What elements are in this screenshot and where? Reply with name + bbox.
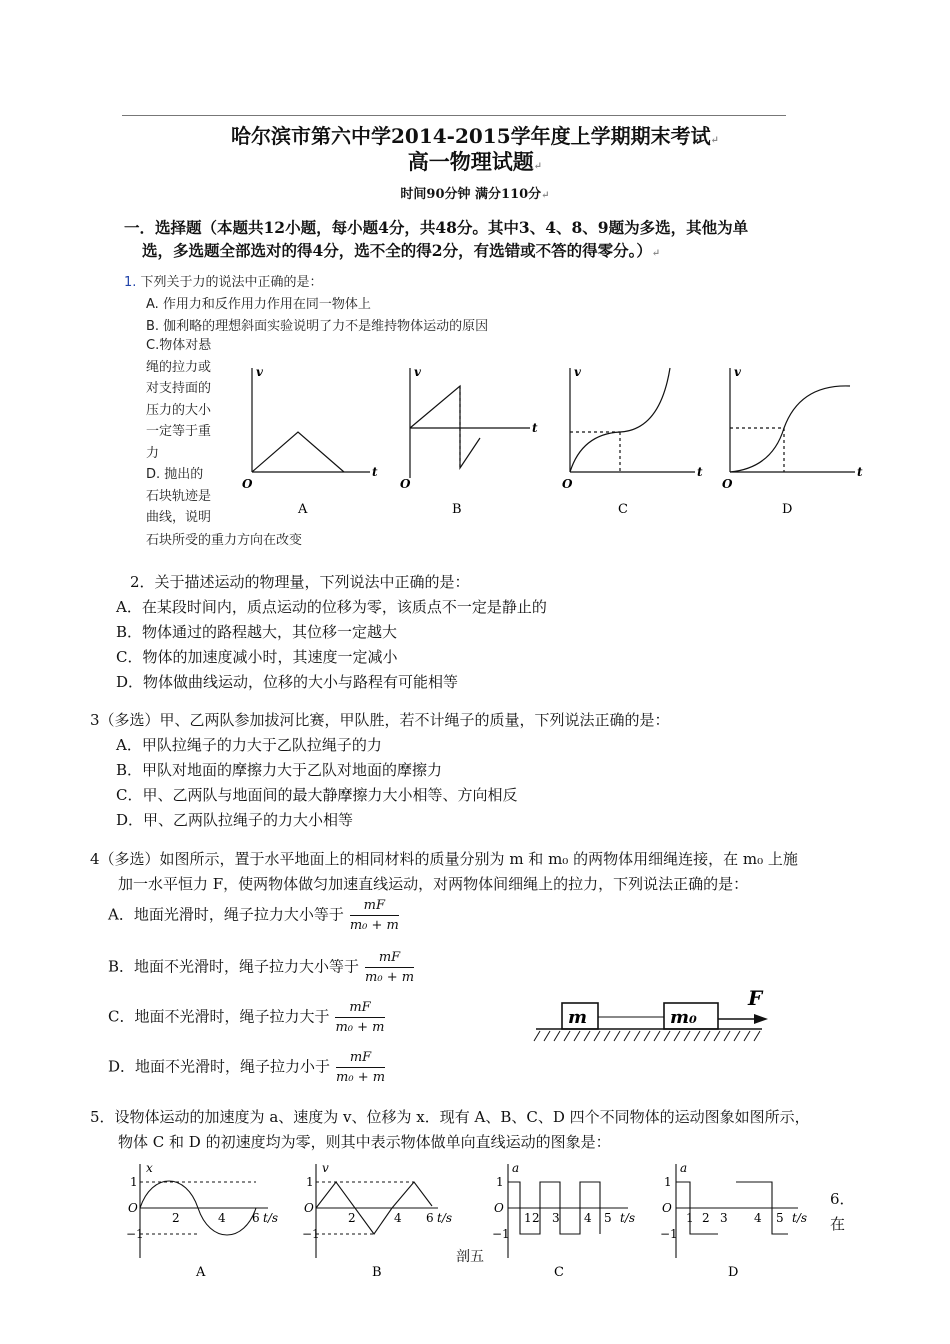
q1-option-b: B. 伽利略的理想斜面实验说明了力不是维持物体运动的原因 (146, 319, 489, 334)
footer-stamp: 剖五 (456, 1249, 484, 1265)
q2-option-d: D．物体做曲线运动，位移的大小与路程有可能相等 (116, 673, 459, 691)
q5-t1-c: 1 (524, 1211, 532, 1225)
q1-axis-t-c: t (697, 465, 703, 479)
q4-option-c: C．地面不光滑时，绳子拉力大于 $\frac{mF}{\text{m₀ + m}}$ (108, 1000, 385, 1035)
block-m0-label: m₀ (670, 1007, 697, 1028)
q1-axis-v-d: v (734, 365, 741, 379)
q5-t2-a: 2 (172, 1211, 180, 1225)
q1-stem: 1. 下列关于力的说法中正确的是： (124, 275, 323, 290)
q2-option-a: A．在某段时间内，质点运动的位移为零，该质点不一定是静止的 (116, 598, 547, 616)
q5-t4-c: 4 (584, 1211, 592, 1225)
fraction: $\frac{mF}{\text{m₀ + m}}$ (349, 898, 399, 933)
q5-graph-label-a: A (196, 1265, 206, 1280)
q5-t2-c: 2 (532, 1211, 540, 1225)
q5-tick-m1-b: −1 (302, 1227, 320, 1241)
q4-option-a: A．地面光滑时，绳子拉力大小等于 $\frac{mF}{\text{m₀ + m}}$ (108, 898, 399, 933)
q5-tlabel-d: t/s (792, 1211, 808, 1225)
q1-axis-v-b: v (414, 365, 421, 379)
q4-option-d: D．地面不光滑时，绳子拉力小于 $\frac{mF}{\text{m₀ + m}}$ (108, 1050, 386, 1085)
q3-option-d: D．甲、乙两队拉绳子的力大小相等 (116, 811, 354, 829)
fraction: $\frac{mF}{\text{m₀ + m}}$ (335, 1000, 385, 1035)
q4-figure (530, 985, 780, 1051)
q5-t1-d: 1 (686, 1211, 694, 1225)
q1-axis-t-a: t (372, 465, 378, 479)
q2-option-b: B．物体通过的路程越大，其位移一定越大 (116, 623, 398, 641)
q2-stem: 2．关于描述运动的物理量，下列说法中正确的是： (130, 573, 470, 591)
q5-tick-1-d: 1 (664, 1175, 672, 1189)
exam-subtitle: 高一物理试题↵ (407, 149, 543, 174)
q3-option-a: A．甲队拉绳子的力大于乙队拉绳子的力 (116, 736, 382, 754)
q5-stem-line-2: 物体 C 和 D 的初速度均为零，则其中表示物体做单向直线运动的图象是： (118, 1133, 611, 1151)
q2-option-c: C．物体的加速度减小时，其速度一定减小 (116, 648, 398, 666)
q5-origin-d: O (662, 1201, 672, 1215)
q5-origin-c: O (494, 1201, 504, 1215)
q5-tlabel-c: t/s (620, 1211, 636, 1225)
exam-title: 哈尔滨市第六中学2014-2015学年度上学期期末考试↵ (230, 124, 720, 148)
q5-t4-a: 4 (218, 1211, 226, 1225)
q5-t3-d: 3 (720, 1211, 728, 1225)
q5-graph-label-b: B (372, 1265, 382, 1280)
q5-t4-d: 4 (754, 1211, 762, 1225)
q1-graphs (240, 360, 870, 520)
q1-graph-label-c: C (618, 502, 628, 517)
q5-tick-m1-a: −1 (126, 1227, 144, 1241)
q3-stem: 3（多选）甲、乙两队参加拔河比赛，甲队胜，若不计绳子的质量，下列说法正确的是： (90, 711, 670, 729)
q5-tick-1-b: 1 (306, 1175, 314, 1189)
q5-t4-b: 4 (394, 1211, 402, 1225)
q5-t2-d: 2 (702, 1211, 710, 1225)
q5-graph-label-c: C (554, 1265, 564, 1280)
q5-tick-m1-d: −1 (660, 1227, 678, 1241)
exam-meta: 时间90分钟 满分110分↵ (400, 187, 550, 202)
q5-stem-line-1: 5．设物体运动的加速度为 a、速度为 v、位移为 x．现有 A、B、C、D 四个不同物体的运动图象如图所示， (90, 1108, 810, 1126)
q1-origin-d: O (722, 477, 733, 491)
q5-t5-d: 5 (776, 1211, 784, 1225)
q3-option-b: B．甲队对地面的摩擦力大于乙队对地面的摩擦力 (116, 761, 443, 779)
q5-t6-a: 6 (252, 1211, 260, 1225)
q5-axis-b: v (322, 1161, 329, 1175)
q5-tick-1-a: 1 (130, 1175, 138, 1189)
q1-axis-v-a: v (256, 365, 263, 379)
q1-option-d-last: 石块所受的重力方向在改变 (146, 533, 303, 548)
q5-tlabel-a: t/s (263, 1211, 279, 1225)
q1-graph-label-a: A (298, 502, 308, 517)
block-m-label: m (568, 1007, 588, 1028)
section-instructions (124, 216, 804, 265)
q5-t2-b: 2 (348, 1211, 356, 1225)
q5-axis-d: a (680, 1161, 688, 1175)
q5-graph-label-d: D (728, 1265, 739, 1280)
q5-tick-m1-c: −1 (492, 1227, 510, 1241)
header-rule (122, 115, 786, 116)
q1-origin-b: O (400, 477, 411, 491)
q5-axis-a: x (146, 1161, 153, 1175)
q4-stem-line-2: 加一水平恒力 F，使两物体做匀加速直线运动，对两物体间细绳上的拉力，下列说法正确的是： (118, 875, 749, 893)
q1-origin-a: O (242, 477, 253, 491)
q5-origin-a: O (128, 1201, 138, 1215)
q1-axis-v-c: v (574, 365, 581, 379)
section-line-2: 选，多选题全部选对的得4分，选不全的得2分，有选错或不答的得零分。）↵ (142, 241, 661, 260)
q5-axis-c: a (512, 1161, 520, 1175)
q5-t3-c: 3 (552, 1211, 560, 1225)
q1-graph-label-d: D (782, 502, 793, 517)
q5-origin-b: O (304, 1201, 314, 1215)
q1-option-c: C.物体对悬 绳的拉力或 对支持面的 压力的大小 一定等于重 力 D. 抛出的 石块轨迹是 曲线，说明 (146, 338, 212, 525)
q3-option-c: C．甲、乙两队与地面间的最大静摩擦力大小相等、方向相反 (116, 786, 518, 804)
q5-t6-b: 6 (426, 1211, 434, 1225)
fraction: $\frac{mF}{\text{m₀ + m}}$ (365, 950, 415, 985)
force-label: F (748, 986, 763, 1010)
q1-graph-label-b: B (452, 502, 462, 517)
q5-t5-c: 5 (604, 1211, 612, 1225)
q4-option-b: B．地面不光滑时，绳子拉力大小等于 $\frac{mF}{\text{m₀ + m}}$ (108, 950, 415, 985)
q4-stem-line-1: 4（多选）如图所示，置于水平地面上的相同材料的质量分别为 m 和 m₀ 的两物体用细绳连接，在 m₀ 上施 (90, 850, 798, 868)
q6-next: 在 (830, 1215, 846, 1233)
q1-option-a: A. 作用力和反作用力作用在同一物体上 (146, 297, 371, 312)
q1-axis-t-b: t (532, 421, 538, 435)
fraction: $\frac{mF}{\text{m₀ + m}}$ (336, 1050, 386, 1085)
q5-graphs (108, 1158, 838, 1288)
q5-tick-1-c: 1 (496, 1175, 504, 1189)
q5-tlabel-b: t/s (437, 1211, 453, 1225)
q1-axis-t-d: t (857, 465, 863, 479)
section-line-1: 一．选择题（本题共12小题，每小题4分，共48分。其中3、4、8、9题为多选，其他为单 (124, 218, 749, 237)
q1-origin-c: O (562, 477, 573, 491)
q6-start: 6． (830, 1190, 855, 1208)
